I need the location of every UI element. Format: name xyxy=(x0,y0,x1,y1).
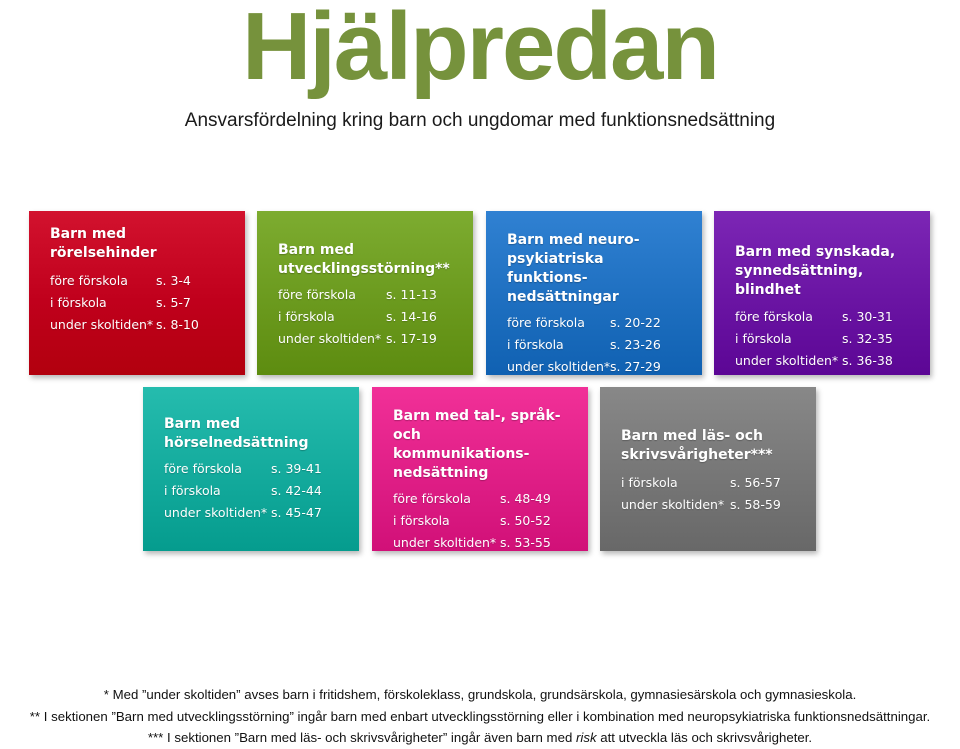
tile-title: Barn med tal-, språk- och kommunikations- nedsättning xyxy=(393,408,561,481)
tile-row-label: under skoltiden* xyxy=(278,331,382,346)
tile-row xyxy=(164,480,345,502)
tile-row-label: under skoltiden* xyxy=(393,535,497,550)
tile-row-label: i förskola xyxy=(164,483,221,498)
section-tile[interactable] xyxy=(372,387,588,551)
tile-row-label: under skoltiden* xyxy=(50,317,154,332)
tile-row xyxy=(164,458,345,480)
tile-row xyxy=(393,532,574,554)
tile-row-label: i förskola xyxy=(735,331,792,346)
tile-row xyxy=(50,292,231,314)
tile-row-pages: s. 58-59 xyxy=(730,497,781,512)
tile-row xyxy=(621,494,802,516)
footnote-2: ** I sektionen ”Barn med utvecklingsstörning” ingår barn med enbart utvecklingsstörning eller i kombination med neuropsykiatriska funktionsnedsättningar. xyxy=(29,708,931,724)
tile-row-pages: s. 17-19 xyxy=(386,331,437,346)
tile-row-pages: s. 20-22 xyxy=(610,315,661,330)
tile-row-pages: s. 14-16 xyxy=(386,309,437,324)
tile-row-label: under skoltiden* xyxy=(735,353,839,368)
section-tile[interactable] xyxy=(257,211,473,375)
tile-row xyxy=(507,312,688,334)
tile-row-pages: s. 36-38 xyxy=(842,353,893,368)
tile-row-pages: s. 30-31 xyxy=(842,309,893,324)
section-tile[interactable] xyxy=(600,387,816,551)
tile-row xyxy=(507,334,688,356)
tile-row-pages: s. 5-7 xyxy=(156,295,191,310)
tile-row-pages: s. 39-41 xyxy=(271,461,322,476)
tile-row xyxy=(735,328,916,350)
footnote-3-emphasis: risk xyxy=(575,730,597,745)
tile-title: Barn med neuro- psykiatriska funktions- nedsättningar xyxy=(507,232,640,305)
tile-row-label: före förskola xyxy=(278,287,356,302)
tile-row-pages: s. 42-44 xyxy=(271,483,322,498)
tile-row-pages: s. 53-55 xyxy=(500,535,551,550)
tile-row-label: under skoltiden* xyxy=(164,505,268,520)
tile-row-label: före förskola xyxy=(735,309,813,324)
tile-row-label: i förskola xyxy=(621,475,678,490)
tile-row xyxy=(735,350,916,372)
section-tile[interactable] xyxy=(714,211,930,375)
tile-row-pages: s. 32-35 xyxy=(842,331,893,346)
tile-row-pages: s. 11-13 xyxy=(386,287,437,302)
tile-row-label: i förskola xyxy=(393,513,450,528)
tile-title: Barn med läs- och skrivsvårigheter*** xyxy=(621,428,773,463)
footnote-3 xyxy=(0,727,960,749)
tile-row-pages: s. 45-47 xyxy=(271,505,322,520)
tile-row-label: före förskola xyxy=(393,491,471,506)
tile-row-pages: s. 27-29 xyxy=(610,359,661,374)
tile-row xyxy=(507,356,688,378)
tile-row xyxy=(735,306,916,328)
tile-row-pages: s. 50-52 xyxy=(500,513,551,528)
tile-row xyxy=(278,284,459,306)
footnote-1: * Med ”under skoltiden” avses barn i fritidshem, förskoleklass, grundskola, grundsärskola, gymnasiesärskola och gymnasieskola. xyxy=(103,687,857,702)
tile-row-label: före förskola xyxy=(164,461,242,476)
tile-row-label: före förskola xyxy=(507,315,585,330)
tile-row-pages: s. 8-10 xyxy=(156,317,199,332)
tile-row-label: i förskola xyxy=(50,295,107,310)
tile-row-pages: s. 56-57 xyxy=(730,475,781,490)
tile-row xyxy=(50,314,231,336)
footnotes xyxy=(0,684,960,749)
tile-row-label: i förskola xyxy=(278,309,335,324)
tile-row xyxy=(393,488,574,510)
tile-row-pages: s. 23-26 xyxy=(610,337,661,352)
tile-title: Barn med synskada, synnedsättning, blindhet xyxy=(735,244,896,298)
tile-row-pages: s. 3-4 xyxy=(156,273,191,288)
tile-row xyxy=(50,270,231,292)
tile-row-pages: s. 48-49 xyxy=(500,491,551,506)
tile-title: Barn med hörselnedsättning xyxy=(164,416,309,451)
tile-row xyxy=(621,472,802,494)
tile-row xyxy=(278,328,459,350)
section-tile[interactable] xyxy=(486,211,702,375)
tile-title: Barn med rörelsehinder xyxy=(50,226,157,261)
tile-row-label: under skoltiden* xyxy=(621,497,725,512)
section-tile[interactable] xyxy=(143,387,359,551)
tile-row-label: under skoltiden* xyxy=(507,359,611,374)
tile-row xyxy=(278,306,459,328)
footnote-3-text-end: att utveckla läs och skrivsvårigheter. xyxy=(596,730,813,745)
page-subtitle: Ansvarsfördelning kring barn och ungdomar med funktionsnedsättning xyxy=(184,110,776,131)
page-title: Hjälpredan xyxy=(241,0,719,100)
tile-title: Barn med utvecklingsstörning** xyxy=(278,242,450,277)
footnote-3-text: *** I sektionen ”Barn med läs- och skrivsvårigheter” ingår även barn med xyxy=(147,730,576,745)
tile-row xyxy=(393,510,574,532)
tile-row xyxy=(164,502,345,524)
section-tile[interactable] xyxy=(29,211,245,375)
tile-row-label: i förskola xyxy=(507,337,564,352)
tile-row-label: före förskola xyxy=(50,273,128,288)
